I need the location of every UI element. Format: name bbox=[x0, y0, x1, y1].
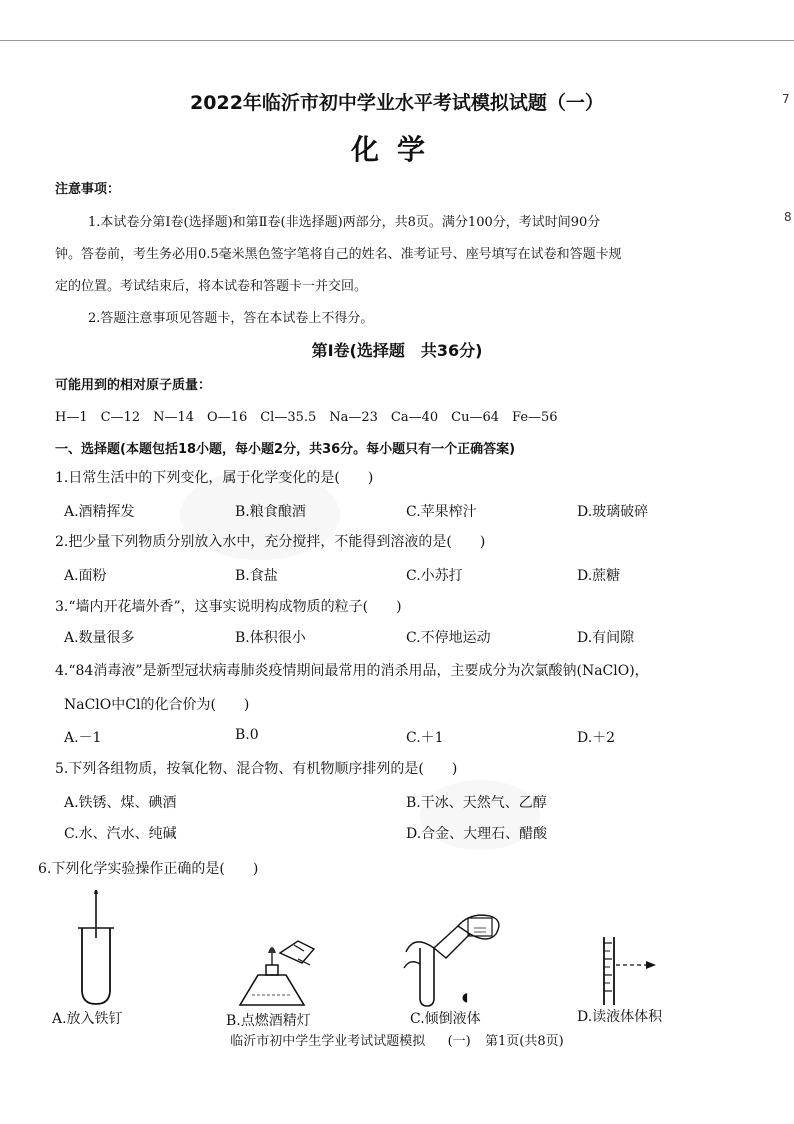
q6-option-b: B.点燃酒精灯 bbox=[226, 1013, 311, 1029]
q2-stem: 2.把少量下列物质分别放入水中，充分搅拌，不能得到溶液的是( ) bbox=[55, 534, 486, 550]
notice-item1-line3: 定的位置。考试结束后，将本试卷和答题卡一并交回。 bbox=[55, 279, 368, 294]
top-border-line bbox=[0, 40, 794, 41]
q6-option-c: C.倾倒液体 bbox=[410, 1011, 481, 1027]
q2-option-d: D.蔗糖 bbox=[577, 568, 621, 584]
footer-page-info: 第1页(共8页) bbox=[485, 1034, 564, 1049]
q5-option-a: A.铁锈、煤、碘酒 bbox=[64, 795, 177, 811]
edge-mark-7: 7 bbox=[782, 92, 790, 106]
section1-title: 第Ⅰ卷(选择题 共36分) bbox=[311, 341, 483, 360]
q4-option-d: D.＋2 bbox=[577, 730, 616, 746]
q2-option-a: A.面粉 bbox=[64, 568, 107, 584]
q5-option-c: C.水、汽水、纯碱 bbox=[64, 826, 177, 842]
q3-stem: 3.“墙内开花墙外香”，这事实说明构成物质的粒子( ) bbox=[55, 599, 402, 615]
q3-option-c: C.不停地运动 bbox=[406, 630, 491, 646]
q4-option-b: B.0 bbox=[235, 727, 259, 743]
q3-option-b: B.体积很小 bbox=[235, 630, 306, 646]
notice-item1-line2: 钟。答卷前，考生务必用0.5毫米黑色签字笔将自己的姓名、准考证号、座号填写在试卷和答题卡规 bbox=[55, 247, 622, 262]
test-tube-iron-nail-figure bbox=[68, 890, 124, 1010]
q1-option-a: A.酒精挥发 bbox=[64, 504, 135, 520]
notice-item2: 2.答题注意事项见答题卡，答在本试卷上不得分。 bbox=[88, 311, 374, 326]
q5-stem: 5.下列各组物质，按氧化物、混合物、有机物顺序排列的是( ) bbox=[55, 761, 458, 777]
page-footer bbox=[0, 1030, 794, 1049]
stopper-icon: ◖ bbox=[462, 990, 469, 1004]
q1-stem: 1.日常生活中的下列变化，属于化学变化的是( ) bbox=[55, 470, 374, 486]
subject-title: 化学 bbox=[350, 133, 443, 166]
q4-option-c: C.＋1 bbox=[406, 730, 444, 746]
q5-option-b: B.干冰、天然气、乙醇 bbox=[406, 795, 547, 811]
footer-paper-no: (一) bbox=[447, 1034, 471, 1049]
q5-option-d: D.合金、大理石、醋酸 bbox=[406, 826, 548, 842]
q4-stem-line1: 4.“84消毒液”是新型冠状病毒肺炎疫情期间最常用的消杀用品，主要成分为次氯酸钠(NaClO)， bbox=[55, 663, 649, 679]
q6-option-d: D.读液体体积 bbox=[577, 1009, 663, 1025]
exam-title: 2022年临沂市初中学业水平考试模拟试题（一） bbox=[190, 92, 604, 114]
q4-option-a: A.－1 bbox=[64, 730, 102, 746]
notice-item1-line1: 1.本试卷分第Ⅰ卷(选择题)和第Ⅱ卷(非选择题)两部分，共8页。满分100分，考试时间90分 bbox=[88, 215, 601, 230]
q1-option-c: C.苹果榨汁 bbox=[406, 504, 477, 520]
alcohol-lamp-figure bbox=[232, 935, 318, 1009]
q3-option-a: A.数量很多 bbox=[64, 630, 135, 646]
atomic-mass-list: H—1 C—12 N—14 O—16 Cl—35.5 Na—23 Ca—40 Cu—64 Fe—56 bbox=[55, 410, 558, 425]
notice-heading: 注意事项： bbox=[55, 182, 121, 197]
q3-option-d: D.有间隙 bbox=[577, 630, 635, 646]
choice-instructions: 一、选择题(本题包括18小题，每小题2分，共36分。每小题只有一个正确答案) bbox=[55, 442, 516, 457]
q4-stem-line2: NaClO中Cl的化合价为( ) bbox=[64, 697, 250, 713]
q6-option-a: A.放入铁钉 bbox=[52, 1011, 123, 1027]
graduated-cylinder-figure bbox=[592, 935, 662, 1007]
q2-option-c: C.小苏打 bbox=[406, 568, 463, 584]
atomic-mass-label: 可能用到的相对原子质量： bbox=[55, 378, 212, 393]
q6-stem: 6.下列化学实验操作正确的是( ) bbox=[38, 861, 259, 877]
q1-option-b: B.粮食酿酒 bbox=[235, 504, 306, 520]
q1-option-d: D.玻璃破碎 bbox=[577, 504, 649, 520]
edge-mark-8: 8 bbox=[784, 210, 792, 224]
footer-exam-name: 临沂市初中学生学业考试试题模拟 bbox=[230, 1034, 426, 1049]
pouring-liquid-figure bbox=[400, 908, 510, 1008]
q2-option-b: B.食盐 bbox=[235, 568, 278, 584]
